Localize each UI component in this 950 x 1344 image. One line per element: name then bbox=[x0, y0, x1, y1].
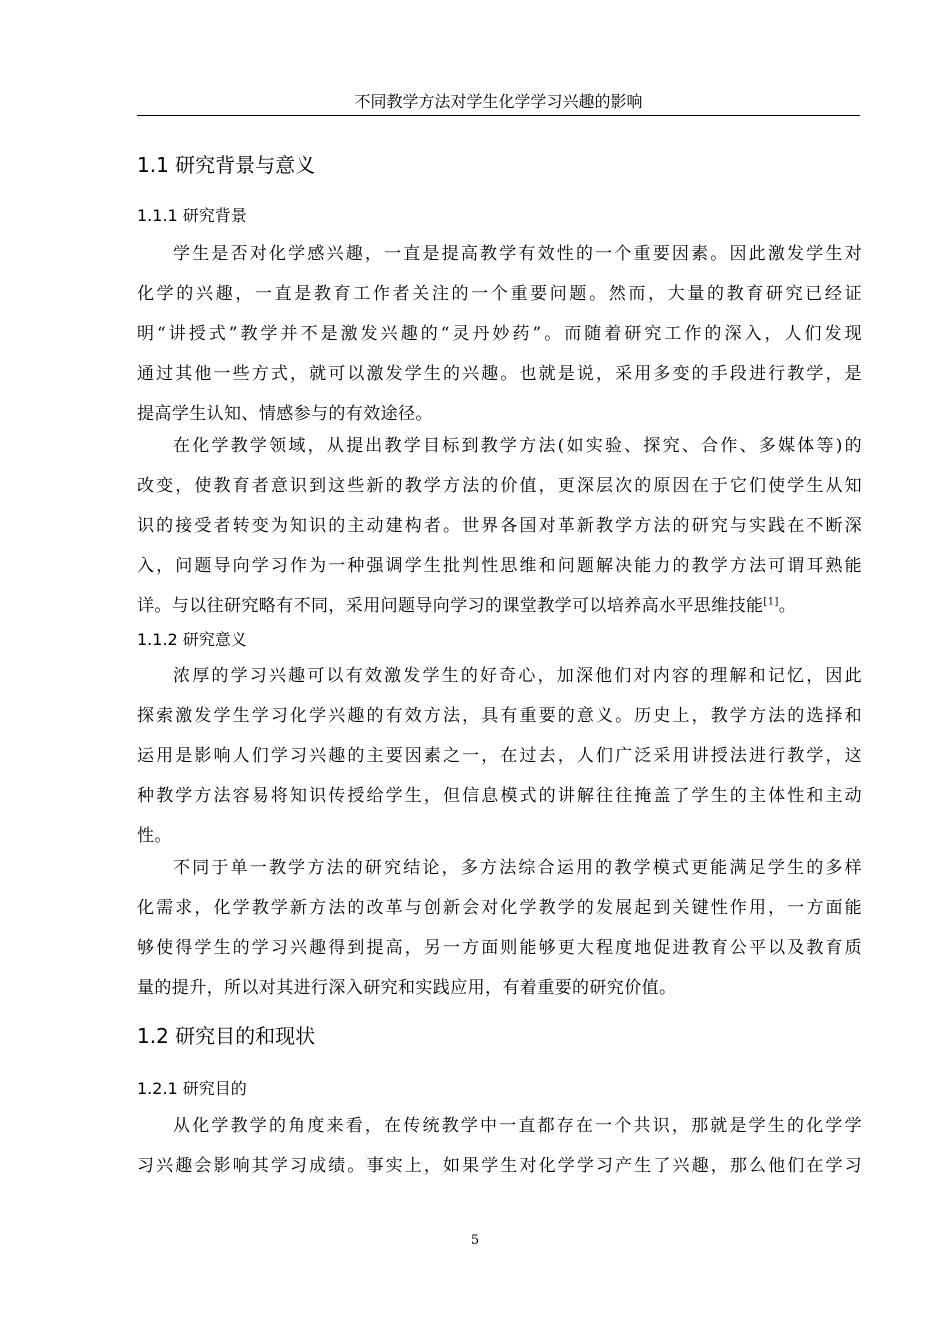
text-line: 够使得学生的学习兴趣得到提高，另一方面则能够更大程度地促进教育公平以及教育质 bbox=[137, 938, 862, 958]
text-line: 通过其他一些方式，就可以激发学生的兴趣。也就是说，采用多变的手段进行教学，是 bbox=[137, 364, 862, 384]
text-line: 入，问题导向学习作为一种强调学生批判性思维和问题解决能力的教学方法可谓耳熟能 bbox=[137, 556, 862, 576]
subsection-heading-1-1-2: 1.1.2 研究意义 bbox=[137, 630, 247, 649]
text-line: 量的提升，所以对其进行深入研究和实践应用，有着重要的研究价值。 bbox=[137, 978, 677, 998]
subsection-heading-1-1-1: 1.1.1 研究背景 bbox=[137, 206, 247, 225]
text-line bbox=[137, 591, 862, 631]
subsection-heading-1-2-1: 1.2.1 研究目的 bbox=[137, 1079, 247, 1098]
page-number: 5 bbox=[470, 1233, 480, 1248]
text-line: 在化学教学领域，从提出教学目标到教学方法(如实验、探究、合作、多媒体等)的 bbox=[173, 436, 862, 456]
paragraph-background-1 bbox=[137, 239, 862, 439]
paragraph-significance-1 bbox=[137, 661, 862, 861]
text-span: 。 bbox=[778, 596, 797, 616]
text-line: 性。 bbox=[137, 826, 172, 846]
section-heading-1-2: 1.2 研究目的和现状 bbox=[137, 1024, 316, 1048]
text-line: 从化学教学的角度来看，在传统教学中一直都存在一个共识，那就是学生的化学学 bbox=[173, 1116, 862, 1136]
citation-marker: [1] bbox=[763, 596, 779, 608]
text-line: 改变，使教育者意识到这些新的教学方法的价值，更深层次的原因在于它们使学生从知 bbox=[137, 476, 862, 496]
text-line: 识的接受者转变为知识的主动建构者。世界各国对革新教学方法的研究与实践在不断深 bbox=[137, 516, 862, 536]
section-heading-1-1: 1.1 研究背景与意义 bbox=[137, 153, 316, 177]
text-line: 运用是影响人们学习兴趣的主要因素之一，在过去，人们广泛采用讲授法进行教学，这 bbox=[137, 746, 862, 766]
paragraph-significance-2 bbox=[137, 853, 862, 1013]
text-line: 学生是否对化学感兴趣，一直是提高教学有效性的一个重要因素。因此激发学生对 bbox=[173, 244, 862, 264]
paragraph-background-2 bbox=[137, 431, 862, 631]
text-line: 化学的兴趣，一直是教育工作者关注的一个重要问题。然而，大量的教育研究已经证 bbox=[137, 284, 862, 304]
paragraph-purpose-1 bbox=[137, 1111, 862, 1191]
text-line: 明“讲授式”教学并不是激发兴趣的“灵丹妙药”。而随着研究工作的深入，人们发现 bbox=[137, 324, 862, 344]
text-line: 习兴趣会影响其学习成绩。事实上，如果学生对化学学习产生了兴趣，那么他们在学习 bbox=[137, 1156, 862, 1176]
running-header: 不同教学方法对学生化学学习兴趣的影响 bbox=[137, 91, 860, 116]
text-line: 探索激发学生学习化学兴趣的有效方法，具有重要的意义。历史上，教学方法的选择和 bbox=[137, 706, 862, 726]
text-line: 化需求，化学教学新方法的改革与创新会对化学教学的发展起到关键性作用，一方面能 bbox=[137, 898, 862, 918]
text-line: 不同于单一教学方法的研究结论，多方法综合运用的教学模式更能满足学生的多样 bbox=[173, 858, 862, 878]
text-line: 提高学生认知、情感参与的有效途径。 bbox=[137, 404, 433, 424]
text-line: 种教学方法容易将知识传授给学生，但信息模式的讲解往往掩盖了学生的主体性和主动 bbox=[137, 786, 862, 806]
text-line: 浓厚的学习兴趣可以有效激发学生的好奇心，加深他们对内容的理解和记忆，因此 bbox=[173, 666, 862, 686]
text-span: 详。与以往研究略有不同，采用问题导向学习的课堂教学可以培养高水平思维技能 bbox=[137, 596, 764, 616]
